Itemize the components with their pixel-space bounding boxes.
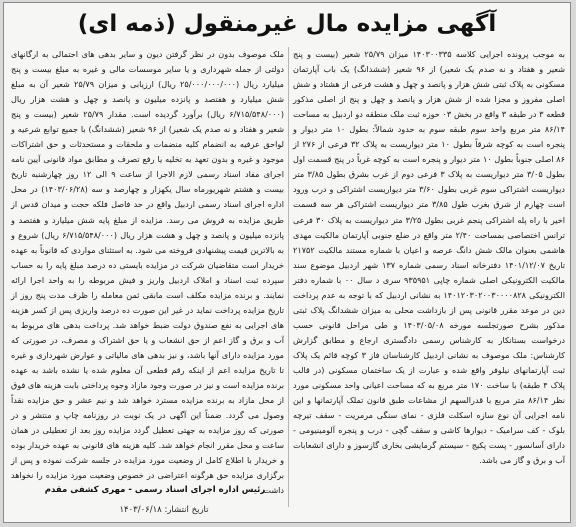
notice-body-right-column: به موجب پرونده اجرایی کلاسه ۱۴۰۳۰۰۳۳۵ میزان ۲۵/۷۹ شعیر (بیست و پنج شعیر و هفتاد و نه صدم یک شعیر) از ۹۶ شعیر (ششدانگ) یک باب آپارتمان مسکونی به پلاک ثبتی شش هزار و پانصد و چهل و هشت فرعی از هشتاد و شش اصلی مفروز و مجزا شده از شش هزار و پانصد و چهل و پنج از اصلی مذکور قطعه ۳ در طبقه ۳ واقع در بخش ۰۳ حوزه ثبت ملک منطقه دو اردبیل به مساحت ۸۶/۱۴ متر مربع واحد سوم طبقه سوم به حدود شمالاً: بطول ۱۰ متر دیوار و پنجره است به کوچه شرقاً بطول ۱۰ متر دیواریست به پلاک ۳۲ فرعی از ۲۷۶ از ۸۶ اصلی جنوباً بطول ۱۰ متر دیوار و پنجره است به کوچه غرباً در پنج قسمت اول بطول ۳/۰۵ متر دیواریست به پلاک ۳ فرعی دوم از غرب بشرق بطول ۳/۸۵ متر دیواریست اشتراکی سوم غربی بطول ۳/۶۰ متر دیواریست اشتراکی و درب ورود است چهارم از شرق بغرب طول ۳/۸۵ متر دیواریست اشتراکی هر سه قسمت اخیر با راه پله اشتراکی پنجم غربی بطول ۳/۲۵ متر دیواریست به پلاک ۳۰ فرعی ترانس اختصاصی بمساحت ۲/۴۰ متر واقع در ضلع جنوبی آپارتمان مالکیت مهدی هاشمی بعنوان مالک شش دانگ عرصه و اعیان با شماره مستند مالکیت ۲۱۷۵۲ تاریخ ۱۴۰۱/۱۲/۰۷ دفترخانه اسناد رسمی شماره ۱۳۷ شهر اردبیل موضوع سند مالکیت الکترونیکی اصلی شماره چاپی ۹۳۵۹۵۱ سری د سال ۰۰ با شماره دفتر الکترونیکی ۱۴۰۱۲۰۳۰۲۰۰۳۰۰۰۰۸۲۸ به نشانی اردبیل که با توجه به عدم پرداخت دین در موعد مقرر قانونی پس از بازداشت محلی به میزان ششدانگ پلاک ثبتی مذکور بشرح صورتجلسه مورخه ۱۴۰۳/۰۵/۰۸ و طی مراحل قانونی حسب درخواست بستانکار به کارشناس رسمی دادگستری ارجاع و مطابق گزارش کارشناس: ملک موصوف به نشانی اردبیل کارشناسان فاز ۳ کوچه قائم یک پلاک ثبت آپارتمانهای نیلوفر واقع شده و عبارت از یک ساختمان مسکونی (در قالب پلاک ۴ طبقه) با ساخت ۱۷۰ متر مربع به که مساحت اعیانی واحد مسکونی مورد نظر ۸۶/۱۴ متر مربع با قدرالسهم از مشاعات طبق قانون تملک آپارتمانها و این نامه اجرایی آن نوع سازه اسکلت فلزی - نمای سنگی مرمریت - سقف تیرچه بلوک - کف سرامیک - دیوارها کاشی و سقف گچی - درب و پنجره آلومینیومی - دارای آسانسور - پست پکیج - سیستم گرمایشی بخاری گازسوز و دارای انشعابات آب و برق و گاز می باشد. (293, 49, 566, 466)
column-divider (288, 47, 289, 507)
signature-line: رئیس اداره اجرای اسناد رسمی - مهری کشفی مقدم (44, 485, 266, 495)
auction-notice (3, 2, 571, 523)
notice-body-left-column: ملک موصوف بدون در نظر گرفتن دیون و سایر بدهی های احتمالی به ارگانهای دولتی از جمله شهرداری و یا سایر موسسات مالی و غیره به مبلغ بیست و پنج میلیارد ریال (۲۵/۰۰۰/۰۰۰/۰۰۰ ریال) ارزیابی و میزان ۲۵/۷۹ شعیر آن به مبلغ شش میلیارد و هفتصد و پانزده میلیون و پانصد و چهل و هشت هزار ریال (۶/۷۱۵/۵۴۸/۰۰۰ ریال) برآورد گردیده است. مقدار ۲۵/۷۹ شعیر (بیست و پنج شعیر و هفتاد و نه صدم یک شعیر) از ۹۶ شعیر (ششدانگ) با جمیع توابع شرعیه و لواحق عرفیه به انضمام کلیه منضمات و ملحقات و مستحدثات و حق اشتراکات موجود و غیره و بدون تعهد به تخلیه یا رفع تصرف و مطابق مواد قانونی آیین نامه اجرای مفاد اسناد رسمی لازم الاجرا از ساعت ۹ الی ۱۲ روز چهارشنبه تاریخ بیست و هشتم شهریورماه سال یکهزار و چهارصد و سه (۱۴۰۳/۰۶/۲۸) در محل اداره اجرای اسناد رسمی اردبیل واقع در حد فاصل فلکه حجت و میدان قدس از طریق مزایده به فروش می رسد. مزایده از مبلغ پایه شش میلیارد و هفتصد و پانزده میلیون و پانصد و چهل و هشت هزار ریال (۶/۷۱۵/۵۴۸/۰۰۰ ریال) شروع و به بالاترین قیمت پیشنهادی فروخته می شود. به استثنای مواردی که قانوناً به عهده خریدار است متقاضیان شرکت در مزایده بایستی ده درصد مبلغ پایه را به حساب سپرده ثبت اسناد و املاک اردبیل واریز و فیش مربوطه را به واحد اجرا ارائه نمایند. و برنده مزایده مکلف است مابقی ثمن معامله را ظرف مدت پنج روز از تاریخ مزایده پرداخت نماید در غیر این صورت ده درصد واریزی پس از کسر هزینه های اجرایی به نفع صندوق دولت ضبط خواهد شد. پرداخت بدهی های مربوط به آب و برق و گاز اعم از حق انشعاب و یا حق اشتراک و مصرف، در صورتی که مورد مزایده دارای آنها باشد، و نیز بدهی های مالیاتی و عوارض شهرداری و غیره تا تاریخ مزایده اعم از اینکه رقم قطعی آن معلوم شده یا نشده باشد به عهده برنده مزایده است و نیز در صورت وجود مازاد وجوه پرداختی بابت هزینه های فوق از محل مازاد به برنده مزایده مسترد خواهد شد و نیم عشر و حق مزایده نقداً وصول می گردد. ضمناً این آگهی در یک نوبت در روزنامه چاپ و منتشر و در صورتی که روز مزایده به جهتی تعطیل گردد مزایده روز بعد از تعطیلی در همان ساعت و محل مقرر انجام خواهد شد. کلیه هزینه های قانونی به عهده خریدار بوده و خریدار با اطلاع کامل از وضعیت مورد مزایده در جلسه شرکت نموده و پس از برگزاری مزایده حق هرگونه اعتراضی در خصوص وضعیت مورد مزایده را نخواهد داشت. (11, 49, 285, 496)
publication-date: تاریخ انتشار: ۱۴۰۳/۰۶/۱۸ (119, 505, 209, 515)
notice-title: آگهی مزایده مال غیرمنقول (ذمه ای) (77, 11, 497, 37)
